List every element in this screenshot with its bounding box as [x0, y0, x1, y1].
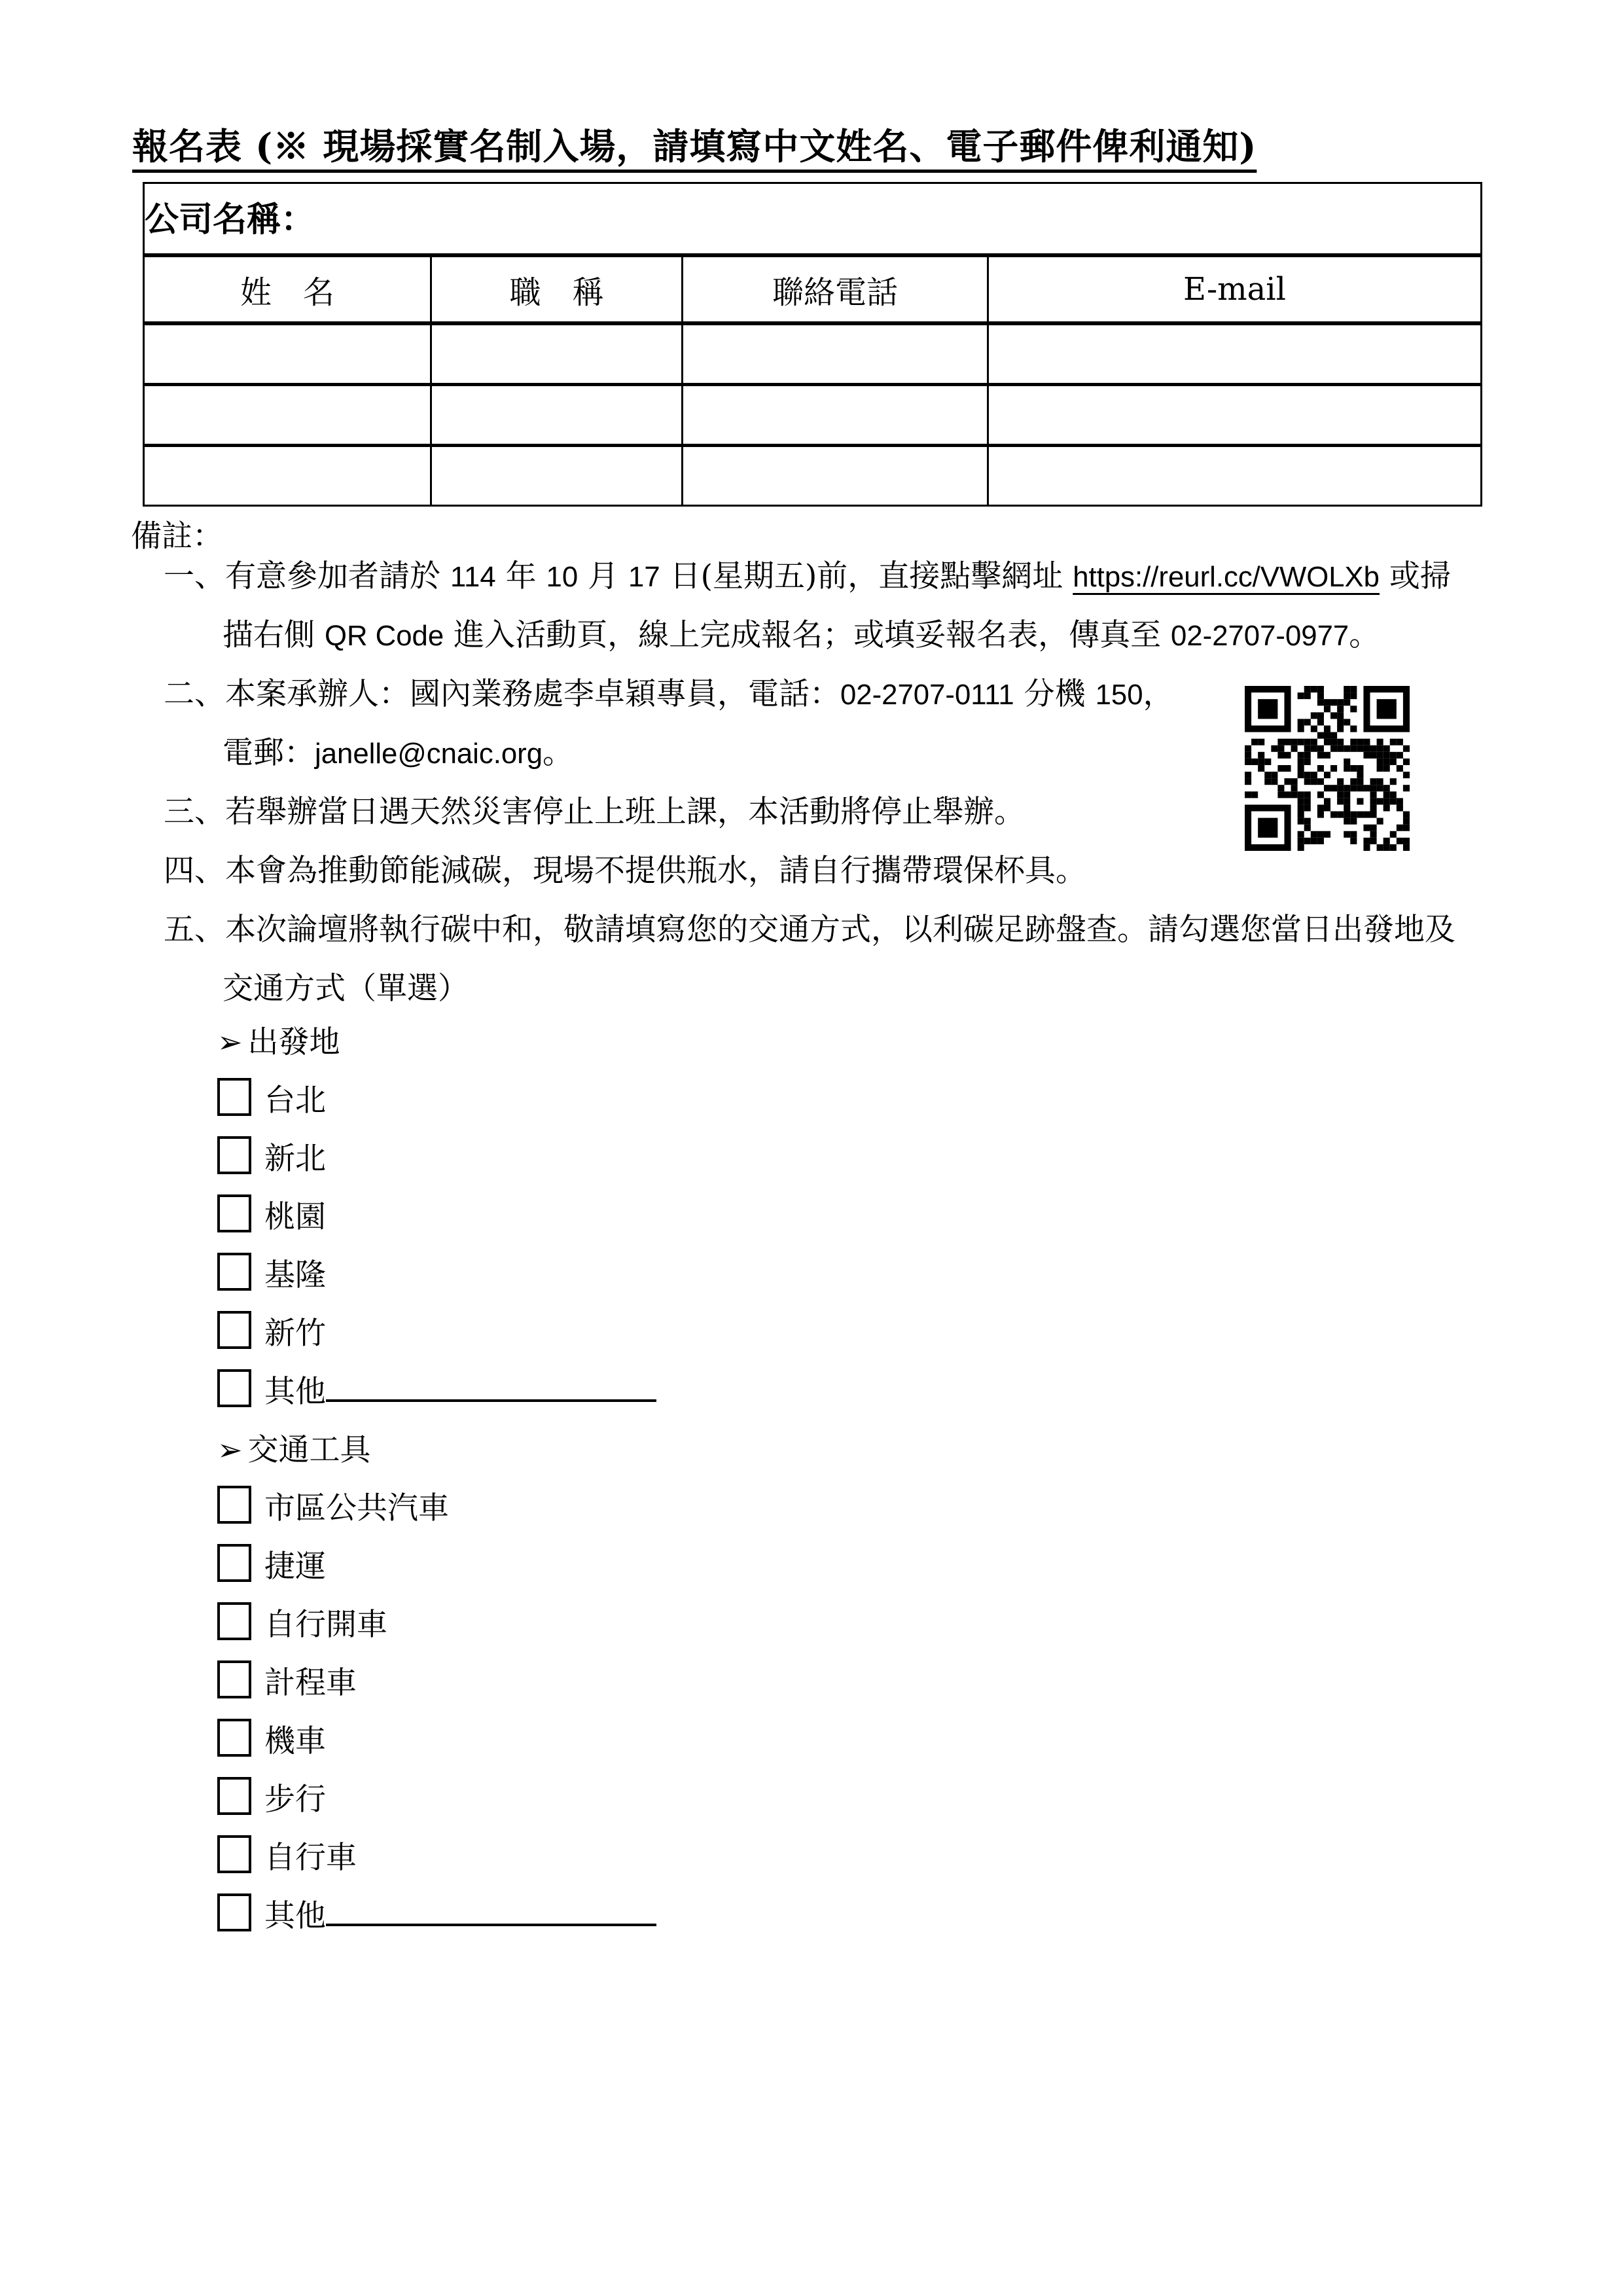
option-label: 新北 [264, 1141, 326, 1177]
survey-section [217, 1013, 656, 1945]
notes-heading: 備註： [131, 518, 223, 554]
note-text: ， [1143, 676, 1174, 712]
survey-option-transport-city-bus [217, 1479, 656, 1537]
survey-option-transport-walking [217, 1770, 656, 1829]
note-text: 本次論壇將執行碳中和，敬請填寫您的交通方式，以利碳足跡盤查。請勾選您當日出發地及 [225, 912, 1455, 948]
note-text: 或掃 [1379, 558, 1451, 594]
table-cell-r1-c2[interactable] [683, 385, 988, 446]
company-name-label: 公司名稱： [145, 200, 315, 240]
table-cell-r0-c1[interactable] [431, 323, 683, 385]
table-cell-r1-c1[interactable] [431, 385, 683, 446]
table-cell-r0-c3[interactable] [988, 323, 1482, 385]
arrow-bullet-icon: ➢ [217, 1024, 243, 1060]
arrow-bullet-icon: ➢ [217, 1432, 243, 1467]
option-label: 台北 [264, 1083, 326, 1119]
note-1-line-2 [164, 606, 1455, 665]
survey-option-departure-new-taipei [217, 1130, 656, 1188]
note-text: 交通方式（單選） [223, 971, 469, 1007]
qr-code-icon [1245, 686, 1410, 851]
table-row [144, 385, 1482, 446]
note-5-line-1 [164, 901, 1455, 960]
checkbox-transport-city-bus[interactable] [217, 1486, 251, 1524]
note-number: 一、 [164, 558, 225, 594]
note-text: 。 [1349, 617, 1380, 653]
checkbox-transport-other[interactable] [217, 1893, 251, 1931]
survey-heading-label: 交通工具 [247, 1432, 371, 1468]
note-text: 電郵： [223, 735, 315, 771]
note-5-line-2 [164, 960, 1455, 1018]
company-name-row [144, 183, 1482, 256]
note-text: 分機 [1014, 676, 1096, 712]
option-label: 基隆 [264, 1257, 326, 1293]
column-header-3: E-mail [988, 255, 1482, 323]
survey-heading-label: 出發地 [247, 1024, 340, 1060]
checkbox-departure-taipei[interactable] [217, 1078, 251, 1116]
table-row [144, 323, 1482, 385]
survey-option-departure-hsinchu [217, 1304, 656, 1363]
note-number: 四、 [164, 853, 225, 889]
note-text: 。 [543, 735, 574, 771]
note-text: 本案承辦人：國內業務處李卓穎專員，電話： [225, 676, 840, 712]
survey-option-departure-taoyuan [217, 1188, 656, 1246]
survey-option-transport-mrt [217, 1537, 656, 1596]
note-text: 10 [546, 561, 579, 593]
survey-option-departure-taipei [217, 1071, 656, 1130]
note-text: 150 [1095, 679, 1143, 711]
registration-table [143, 182, 1482, 507]
page-title: 報名表 (※ 現場採實名制入場，請填寫中文姓名、電子郵件俾利通知) [132, 125, 1257, 168]
table-cell-r0-c2[interactable] [683, 323, 988, 385]
table-cell-r2-c2[interactable] [683, 446, 988, 506]
table-cell-r2-c3[interactable] [988, 446, 1482, 506]
note-text: 02-2707-0977 [1171, 620, 1349, 652]
option-label: 市區公共汽車 [264, 1490, 449, 1526]
note-text: 17 [628, 561, 660, 593]
table-cell-r2-c0[interactable] [144, 446, 431, 506]
note-number: 五、 [164, 912, 225, 948]
note-text: 若舉辦當日遇天然災害停止上班上課，本活動將停止舉辦。 [225, 794, 1025, 830]
note-number: 三、 [164, 794, 225, 830]
checkbox-transport-walking[interactable] [217, 1777, 251, 1815]
checkbox-departure-keelung[interactable] [217, 1253, 251, 1291]
other-write-in-line[interactable] [326, 1918, 656, 1926]
option-label: 捷運 [264, 1549, 326, 1585]
other-write-in-line[interactable] [326, 1394, 656, 1402]
note-number: 二、 [164, 676, 225, 712]
option-label: 自行車 [264, 1840, 357, 1876]
note-text: 114 [450, 561, 496, 593]
survey-option-transport-other [217, 1887, 656, 1945]
table-cell-r2-c1[interactable] [431, 446, 683, 506]
option-label: 桃園 [264, 1199, 326, 1235]
checkbox-departure-new-taipei[interactable] [217, 1136, 251, 1174]
note-text: 年 [495, 558, 546, 594]
survey-option-transport-bicycle [217, 1829, 656, 1887]
survey-option-transport-motorcycle [217, 1712, 656, 1770]
note-text: 進入活動頁，線上完成報名；或填妥報名表，傳真至 [444, 617, 1171, 653]
survey-heading-transport [217, 1421, 656, 1479]
checkbox-transport-self-drive[interactable] [217, 1602, 251, 1640]
note-text: janelle@cnaic.org [315, 738, 543, 770]
survey-heading-departure [217, 1013, 656, 1071]
checkbox-departure-taoyuan[interactable] [217, 1194, 251, 1232]
table-cell-r1-c3[interactable] [988, 385, 1482, 446]
note-text: 描右側 [223, 617, 325, 653]
note-1-line-1 [164, 547, 1455, 606]
option-label: 新竹 [264, 1316, 326, 1352]
note-text: 月 [578, 558, 629, 594]
note-text: QR Code [324, 620, 444, 652]
note-text: 日(星期五)前，直接點擊網址 [660, 558, 1073, 594]
table-row [144, 446, 1482, 506]
column-header-2: 聯絡電話 [683, 255, 988, 323]
checkbox-transport-bicycle[interactable] [217, 1835, 251, 1873]
option-label: 自行開車 [264, 1607, 387, 1643]
registration-url-link[interactable]: https://reurl.cc/VWOLXb [1073, 561, 1380, 593]
checkbox-departure-other[interactable] [217, 1369, 251, 1407]
note-text: 有意參加者請於 [225, 558, 450, 594]
option-label: 計程車 [264, 1665, 357, 1701]
option-label: 其他 [264, 1898, 326, 1934]
table-cell-r1-c0[interactable] [144, 385, 431, 446]
company-name-field[interactable] [315, 200, 1296, 245]
checkbox-departure-hsinchu[interactable] [217, 1311, 251, 1349]
survey-option-transport-self-drive [217, 1596, 656, 1654]
survey-option-departure-keelung [217, 1246, 656, 1304]
option-label: 機車 [264, 1723, 326, 1759]
note-text: 本會為推動節能減碳，現場不提供瓶水，請自行攜帶環保杯具。 [225, 853, 1086, 889]
checkbox-transport-mrt[interactable] [217, 1544, 251, 1582]
column-header-0: 姓 名 [144, 255, 431, 323]
checkbox-transport-motorcycle[interactable] [217, 1719, 251, 1757]
table-cell-r0-c0[interactable] [144, 323, 431, 385]
option-label: 其他 [264, 1374, 326, 1410]
column-header-1: 職 稱 [431, 255, 683, 323]
survey-option-transport-taxi [217, 1654, 656, 1712]
checkbox-transport-taxi[interactable] [217, 1660, 251, 1698]
option-label: 步行 [264, 1782, 326, 1818]
note-text: 02-2707-0111 [840, 679, 1014, 711]
survey-option-departure-other [217, 1363, 656, 1421]
